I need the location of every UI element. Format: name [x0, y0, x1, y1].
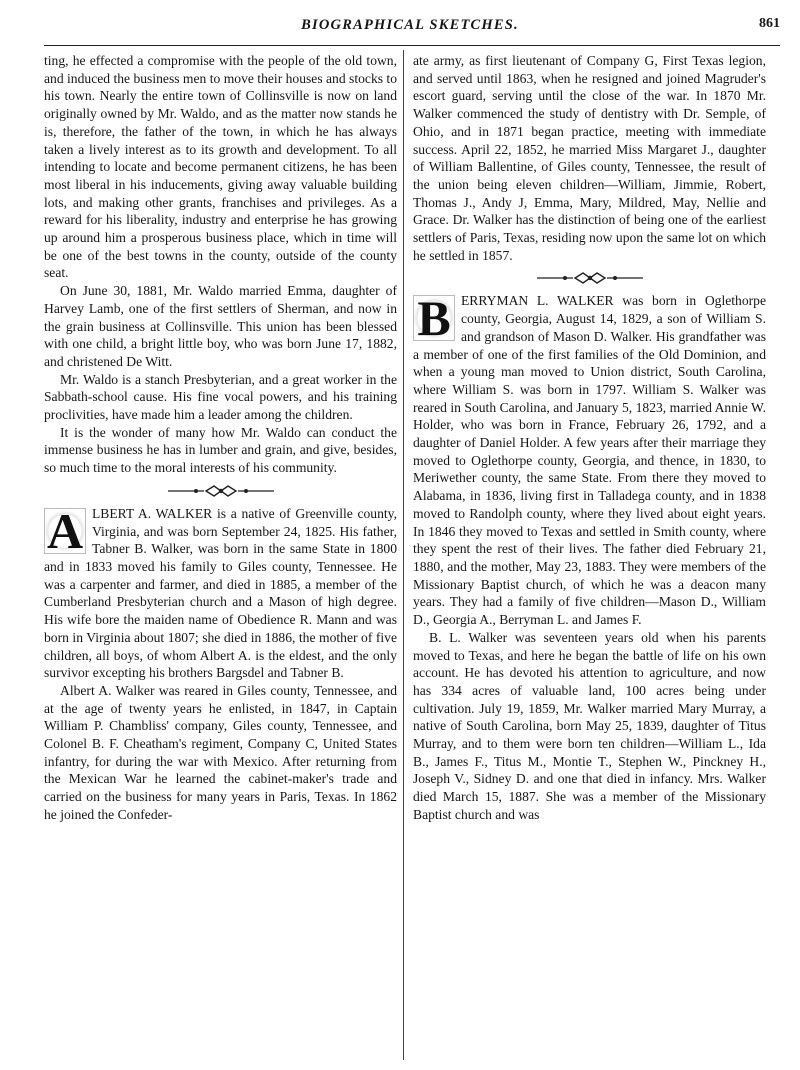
section-ornament — [413, 264, 766, 292]
berryman-walker-paragraph — [413, 292, 766, 628]
albert-walker-text: LBERT A. WALKER is a native of Greenville county, Virginia, and was born September 24, 1825. His father, Tabner B. Walker, was born in the same State in 1800 and in 1833 moved his family to Giles county, Tennessee. He was a carpenter and farmer, and died in 1885, a member of the Cumberland Presbyterian church and a Mason of high degree. His wife bore the maiden name of Obedience R. Mann and was born in Virginia about 1807; she died in 1886, the mother of five children, all boys, of whom Albert A. is the eldest, and the only survivor excepting his brothers Bargsdel and Tabner B. — [44, 505, 397, 681]
left-column — [44, 52, 397, 824]
albert-dropcap: A — [44, 508, 86, 554]
header-rule — [44, 45, 780, 46]
albert-walker-continuation-paragraph: ate army, as first lieutenant of Company G, First Texas legion, and served until 1863, when he resigned and joined Magruder's escort guard, serving until the close of the war. In 1870 Mr. Walker commenced the study of dentistry with Dr. Semple, of Ohio, and in 1871 began practice, meeting with immediate success. April 22, 1852, he married Miss Margaret J., daughter of William Ballentine, of Giles county, Tennessee, the result of the union being eleven children—William, Jimmie, Robert, Thomas J., Andy J, Emma, Mary, Mildred, May, Nellie and Grace. Dr. Walker has the distinction of being one of the earliest settlers of Paris, Texas, residing now upon the same lot on which he settled in 1857. — [413, 53, 766, 263]
ornament-icon — [535, 271, 645, 285]
right-column — [413, 52, 766, 824]
albert-walker-career-paragraph: Albert A. Walker was reared in Giles county, Tennessee, and at the age of twenty years he enlisted, in 1847, in Captain William P. Chambliss' company, Giles county, Tennessee, and Colonel B. F. Cheatham's regiment, Company C, United States infantry, for during the war with Mexico. After returning from the Mexican War he learned the cabinet-maker's trade and carried on the business for many years in Paris, Texas. In 1862 he joined the Confeder- — [44, 682, 397, 822]
column-divider — [403, 50, 404, 1060]
waldo-religion-paragraph: Mr. Waldo is a stanch Presbyterian, and a great worker in the Sabbath-school cause. His fine vocal powers, and his training proclivities, have made him a leader among the children. — [44, 371, 397, 423]
page-header — [40, 14, 780, 40]
berryman-dropcap: B — [413, 295, 455, 341]
albert-walker-paragraph — [44, 502, 397, 682]
berryman-walker-text: ERRYMAN L. WALKER was born in Oglethorpe county, Georgia, August 14, 1829, a son of William S. and grandson of Mason D. Walker. His grandfather was a member of one of the first families of the Old Dominion, and when a young man moved to Union district, South Carolina, where William S. was born in 1797. William S. Walker was reared in South Carolina, and January 5, 1823, married Annie W. Holder, who was born in France, February 26, 1792, and a daughter of Daniel Holder. A few years after their marriage they moved to Oglethorpe county, Georgia, and thence, in 1830, to Meriwether county, the same State. From there they moved to Alabama, in 1836, living first in Talladega county, and in 1838 moved to Randolph county, where they lived about eight years. In 1846 they moved to Texas and settled in Smith county, where they spent the rest of their lives. The father died February 21, 1880, and the mother, May 23, 1883. They were members of the Missionary Baptist church, of which he was a deacon many years. They had a family of five children—Mason D., William D., Georgia A., Berryman L. and James F. — [413, 293, 766, 628]
ornament-icon — [166, 484, 276, 498]
running-head: BIOGRAPHICAL SKETCHES. — [301, 17, 519, 33]
waldo-closing-paragraph: It is the wonder of many how Mr. Waldo can conduct the immense business he has in lumber and grain, and give, besides, so much time to the moral interests of his community. — [44, 424, 397, 476]
section-ornament — [44, 477, 397, 505]
waldo-marriage-paragraph: On June 30, 1881, Mr. Waldo married Emma, daughter of Harvey Lamb, one of the first settlers of Sherman, and now in the grain business at Collinsville. This union has been blessed with one child, a bright little boy, who was born June 17, 1882, and christened De Witt. — [44, 283, 397, 369]
page-number: 861 — [759, 16, 780, 31]
waldo-continuation-paragraph: ting, he effected a compromise with the people of the old town, and induced the business men to move their houses and stocks to his town. Nearly the entire town of Collinsville is now on land originally owned by Mr. Waldo, and as the matter now stands he is, therefore, the father of the town, in which he has always taken a lively interest as to its growth and development. To all intending to locate and become permanent citizens, he has been most liberal in his inducements, giving away valuable building lots, and making other grants, franchises and privileges. As a reward for his liberality, industry and enterprise he has growing up around him a prosperous business place, which in time will be one of the best towns in the county, outside of the county seat. — [44, 53, 397, 281]
berryman-walker-later-life-paragraph: B. L. Walker was seventeen years old when his parents moved to Texas, and here he began the battle of life on his own account. He has devoted his attention to agriculture, and now has 334 acres of valuable land, 100 acres being under cultivation. July 19, 1859, Mr. Walker married Mary Murray, a native of South Carolina, born May 25, 1839, daughter of Titus Murray, and to them were born ten children—William L., Ida B., James F., Titus M., Montie T., Stephen W., Pinckney H., Joseph V., Sidney D. and one that died in infancy. Mrs. Walker died March 15, 1887. She was a member of the Missionary Baptist church and was — [413, 629, 766, 822]
